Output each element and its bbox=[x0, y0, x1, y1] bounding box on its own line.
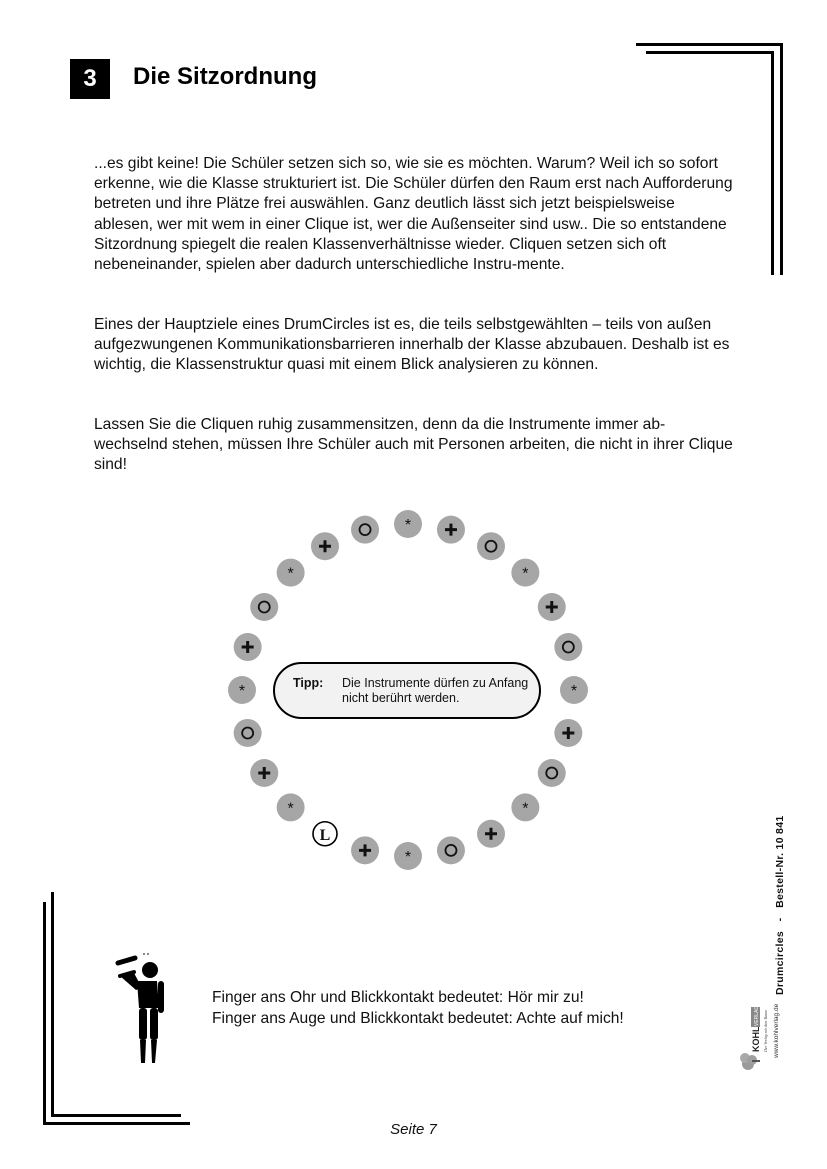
teacher-label: L bbox=[319, 826, 331, 844]
tip-box bbox=[273, 662, 541, 719]
publisher-badge: VERLAG bbox=[754, 1005, 760, 1026]
tip-text: Die Instrumente dürfen zu Anfang nicht berührt werden. bbox=[342, 676, 529, 705]
student-seat-asterisk bbox=[277, 559, 305, 587]
asterisk-icon: * bbox=[570, 683, 578, 700]
person-pointing-icon bbox=[108, 948, 168, 1068]
asterisk-icon: * bbox=[404, 849, 412, 866]
sidebar-separator: - bbox=[774, 917, 786, 922]
seat-circle bbox=[554, 633, 582, 661]
seat-circle bbox=[250, 593, 278, 621]
student-seat-ring bbox=[538, 759, 566, 787]
product-name: Drumcircles bbox=[774, 931, 786, 995]
student-seat-asterisk bbox=[394, 510, 422, 538]
student-seat-plus bbox=[351, 836, 379, 864]
frame-left-outer bbox=[43, 902, 46, 1125]
publisher-url: www.kohlverlag.de bbox=[773, 1003, 780, 1058]
student-seat-ring bbox=[477, 532, 505, 560]
seat-circle bbox=[538, 759, 566, 787]
student-seat-asterisk bbox=[511, 793, 539, 821]
asterisk-icon: * bbox=[522, 800, 529, 818]
seat-circle bbox=[234, 719, 262, 747]
tip-label: Tipp: bbox=[293, 676, 324, 690]
student-seat-plus bbox=[311, 532, 339, 560]
publisher-logo bbox=[736, 1000, 786, 1072]
teacher-seat bbox=[313, 822, 337, 846]
gesture-eye-line: Finger ans Auge und Blickkontakt bedeutet: Achte auf mich! bbox=[212, 1009, 624, 1027]
paragraph-intro: ...es gibt keine! Die Schüler setzen sich so, wie sie es möchten. Warum? Weil ich so sofort erkenne, wie die Klasse strukturiert ist. Die Schüler dürfen den Raum erst nach Aufforderung betreten und ihre Plätze frei auswählen. Ganz deutlich lässt sich jetzt beispielsweise ablesen, wer mit wem in einer Clique ist, wer die Außenseiter sind usw.. Die so entstandene Sitzordnung spiegelt die realen Klassenverhältnisse wieder. Cliquen setzen sich oft nebeneinander, spielen aber dadurch unterschiedliche Instru-mente. bbox=[94, 155, 733, 274]
asterisk-icon: * bbox=[404, 517, 412, 534]
student-seat-plus bbox=[437, 516, 465, 544]
student-seat-asterisk bbox=[277, 793, 305, 821]
product-order-sidebar bbox=[774, 816, 786, 995]
student-seat-asterisk bbox=[228, 676, 256, 704]
asterisk-icon: * bbox=[238, 683, 246, 700]
student-seat-plus bbox=[477, 820, 505, 848]
paragraph-cliques: Lassen Sie die Cliquen ruhig zusammensitzen, denn da die Instrumente immer ab-wechselnd stehen, müssen Ihre Schüler auch mit Personen arbeiten, die nicht in ihrer Clique sind! bbox=[94, 416, 733, 474]
publisher-slogan: Der Verlag mit dem Baum bbox=[763, 1010, 768, 1052]
frame-bottom-inner bbox=[51, 1114, 181, 1117]
student-seat-ring bbox=[351, 516, 379, 544]
student-seat-ring bbox=[234, 719, 262, 747]
student-seat-ring bbox=[250, 593, 278, 621]
gesture-explanations bbox=[212, 988, 624, 1029]
student-seat-plus bbox=[234, 633, 262, 661]
student-seat-plus bbox=[250, 759, 278, 787]
student-seat-ring bbox=[554, 633, 582, 661]
seat-circle bbox=[437, 836, 465, 864]
asterisk-icon: * bbox=[522, 565, 529, 583]
student-seat-asterisk bbox=[560, 676, 588, 704]
frame-left-inner bbox=[51, 892, 54, 1116]
seat-circle bbox=[477, 532, 505, 560]
order-number: Bestell-Nr. 10 841 bbox=[774, 815, 786, 908]
page-number: Seite 7 bbox=[390, 1121, 437, 1138]
asterisk-icon: * bbox=[287, 800, 294, 818]
section-number-badge: 3 bbox=[70, 59, 110, 99]
asterisk-icon: * bbox=[287, 565, 294, 583]
publisher-name: KOHL bbox=[751, 1026, 761, 1052]
seat-circle bbox=[351, 516, 379, 544]
paragraph-goals: Eines der Hauptziele eines DrumCircles ist es, die teils selbstgewählten – teils von außen aufgezwungenen Kommunikationsbarrieren innerhalb der Klasse abzubauen. Deshalb ist es wichtig, die Klassenstruktur quasi mit einem Blick analysieren zu können. bbox=[94, 316, 730, 374]
student-seat-plus bbox=[538, 593, 566, 621]
student-seat-asterisk bbox=[394, 842, 422, 870]
student-seat-ring bbox=[437, 836, 465, 864]
student-seat-plus bbox=[554, 719, 582, 747]
gesture-ear-line: Finger ans Ohr und Blickkontakt bedeutet: Hör mir zu! bbox=[212, 989, 584, 1006]
student-seat-asterisk bbox=[511, 559, 539, 587]
page-title: Die Sitzordnung bbox=[133, 63, 317, 90]
